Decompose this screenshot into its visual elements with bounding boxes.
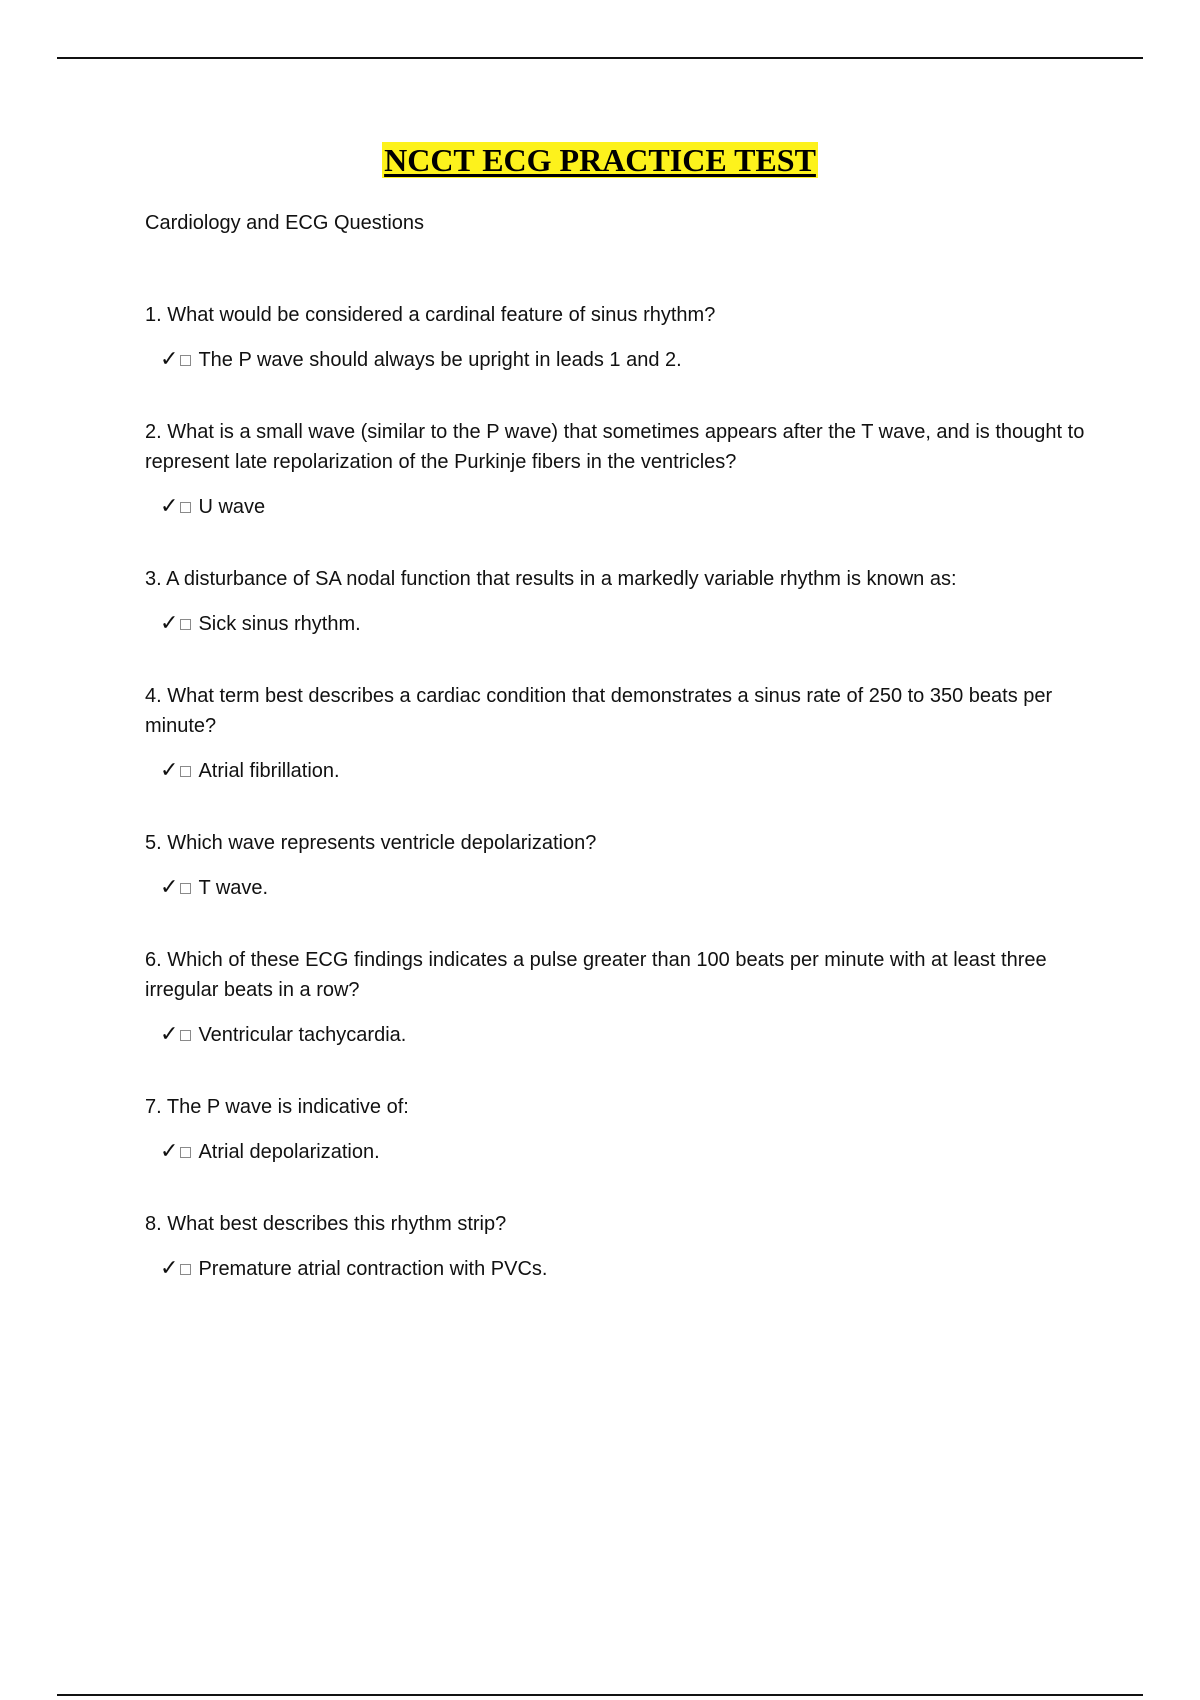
checkbox-icon [180, 766, 191, 777]
question-list [145, 300, 1085, 1326]
question-item-3 [145, 564, 1085, 637]
question-item-1 [145, 300, 1085, 373]
question-item-2 [145, 417, 1085, 520]
check-icon: ✓ [160, 347, 179, 372]
top-rule [57, 57, 1143, 59]
answer-text: Premature atrial contraction with PVCs. [198, 1258, 548, 1280]
answer-row [145, 1022, 1085, 1048]
checkbox-icon [180, 883, 191, 894]
title-block [0, 142, 1200, 178]
answer-row [145, 1256, 1085, 1282]
answer-text: The P wave should always be upright in leads 1 and 2. [198, 349, 682, 371]
answer-text: Atrial fibrillation. [198, 760, 340, 782]
question-text: 7. The P wave is indicative of: [145, 1096, 409, 1118]
checkbox-icon [180, 355, 191, 366]
checkbox-icon [180, 1030, 191, 1041]
question-item-7 [145, 1092, 1085, 1165]
check-icon: ✓ [160, 611, 179, 636]
question-item-8 [145, 1209, 1085, 1282]
check-icon: ✓ [160, 758, 179, 783]
question-item-4 [145, 681, 1085, 784]
answer-row [145, 758, 1085, 784]
question-text: 2. What is a small wave (similar to the P wave) that sometimes appears after the T wave, and is thought to represent late repolarization of the Purkinje fibers in the ventricles? [145, 421, 1085, 473]
check-icon: ✓ [160, 1139, 179, 1164]
question-text: 1. What would be considered a cardinal feature of sinus rhythm? [145, 304, 716, 326]
checkbox-icon [180, 1264, 191, 1275]
checkbox-icon [180, 619, 191, 630]
question-item-5 [145, 828, 1085, 901]
page-subtitle: Cardiology and ECG Questions [145, 212, 425, 234]
question-text: 4. What term best describes a cardiac condition that demonstrates a sinus rate of 250 to 350 beats per minute? [145, 685, 1053, 737]
page-title: NCCT ECG PRACTICE TEST [384, 142, 816, 178]
check-icon: ✓ [160, 494, 179, 519]
checkbox-icon [180, 502, 191, 513]
check-icon: ✓ [160, 875, 179, 900]
checkbox-icon [180, 1147, 191, 1158]
question-text: 6. Which of these ECG findings indicates a pulse greater than 100 beats per minute with at least three irregular beats in a row? [145, 949, 1047, 1001]
answer-row [145, 347, 1085, 373]
question-text: 8. What best describes this rhythm strip? [145, 1213, 507, 1235]
answer-row [145, 1139, 1085, 1165]
bottom-rule [57, 1694, 1143, 1696]
answer-text: Ventricular tachycardia. [198, 1024, 407, 1046]
answer-row [145, 494, 1085, 520]
answer-row [145, 875, 1085, 901]
check-icon: ✓ [160, 1022, 179, 1047]
question-item-6 [145, 945, 1085, 1048]
answer-text: T wave. [198, 877, 269, 899]
answer-text: U wave [198, 496, 266, 518]
answer-text: Sick sinus rhythm. [198, 613, 361, 635]
check-icon: ✓ [160, 1256, 179, 1281]
question-text: 3. A disturbance of SA nodal function that results in a markedly variable rhythm is known as: [145, 568, 957, 590]
answer-row [145, 611, 1085, 637]
question-text: 5. Which wave represents ventricle depolarization? [145, 832, 597, 854]
answer-text: Atrial depolarization. [198, 1141, 380, 1163]
